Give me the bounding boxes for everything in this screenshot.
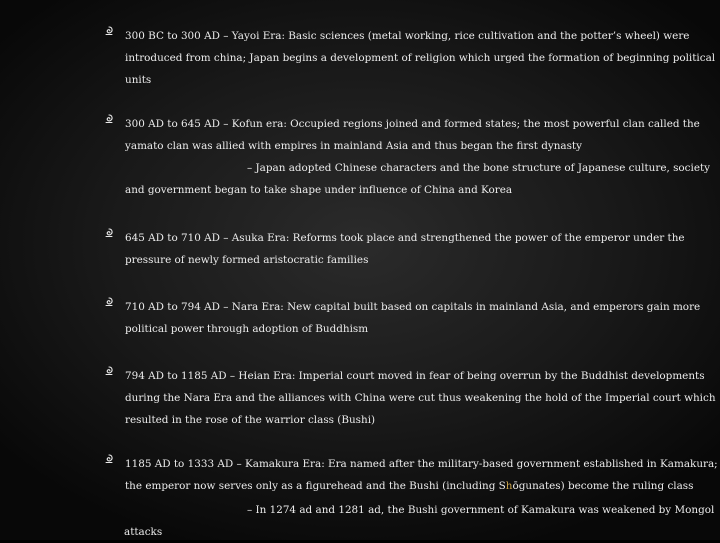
item-text-line: introduced from china; Japan begins a development of religion which urged the formation of beginning political xyxy=(125,52,716,64)
bullet-icon xyxy=(104,26,114,37)
item-text-line: 794 AD to 1185 AD – Heian Era: Imperial court moved in fear of being overrun by the Buddhist developments xyxy=(125,370,705,382)
list-item-nara xyxy=(125,296,701,340)
list-item-heian xyxy=(125,365,716,431)
continuation-line: attacks xyxy=(124,526,163,538)
item-text-line: 1185 AD to 1333 AD – Kamakura Era: Era named after the military-based government established in Kamakura; xyxy=(125,458,718,470)
list-item-kofun xyxy=(125,113,700,157)
list-item-kamakura-continuation xyxy=(124,499,715,543)
list-item-kofun-continuation xyxy=(125,157,711,201)
item-text-line: political power through adoption of Buddhism xyxy=(125,323,369,335)
item-text-line: during the Nara Era and the alliances with China were cut thus weakening the hold of the Imperial court which xyxy=(125,392,716,404)
item-text-line: resulted in the rose of the warrior class (Bushi) xyxy=(125,414,376,426)
bullet-icon xyxy=(104,114,114,125)
continuation-line: – Japan adopted Chinese characters and the bone structure of Japanese culture, society xyxy=(247,162,711,174)
item-text-line: yamato clan was allied with empires in mainland Asia and thus began the first dynasty xyxy=(125,140,582,152)
item-text-line: 710 AD to 794 AD – Nara Era: New capital built based on capitals in mainland Asia, and emperors gain more xyxy=(125,301,701,313)
continuation-line: – In 1274 ad and 1281 ad, the Bushi government of Kamakura was weakened by Mongol xyxy=(247,504,715,516)
bullet-icon xyxy=(104,454,114,465)
item-text-line: 645 AD to 710 AD – Asuka Era: Reforms took place and strengthened the power of the emperor under the xyxy=(125,232,685,244)
bullet-icon xyxy=(104,366,114,377)
bullet-icon xyxy=(104,228,114,239)
item-text-line: pressure of newly formed aristocratic families xyxy=(125,254,369,266)
bullet-icon xyxy=(104,297,114,308)
item-text-line: units xyxy=(125,74,152,86)
continuation-line: and government began to take shape under influence of China and Korea xyxy=(125,184,513,196)
item-text-line xyxy=(125,475,694,497)
item-text-line: 300 BC to 300 AD – Yayoi Era: Basic sciences (metal working, rice cultivation and the potter’s wheel) were xyxy=(125,30,690,42)
highlighted-letter: h xyxy=(505,480,513,492)
list-item-asuka xyxy=(125,227,685,271)
item-text-fragment: ōgunates) become the ruling class xyxy=(512,480,694,492)
item-text-fragment: the emperor now serves only as a figurehead and the Bushi (including S xyxy=(125,480,506,492)
list-item-kamakura xyxy=(125,453,718,497)
list-item-yayoi xyxy=(125,25,716,91)
item-text-line: 300 AD to 645 AD – Kofun era: Occupied regions joined and formed states; the most powerful clan called the xyxy=(125,118,700,130)
